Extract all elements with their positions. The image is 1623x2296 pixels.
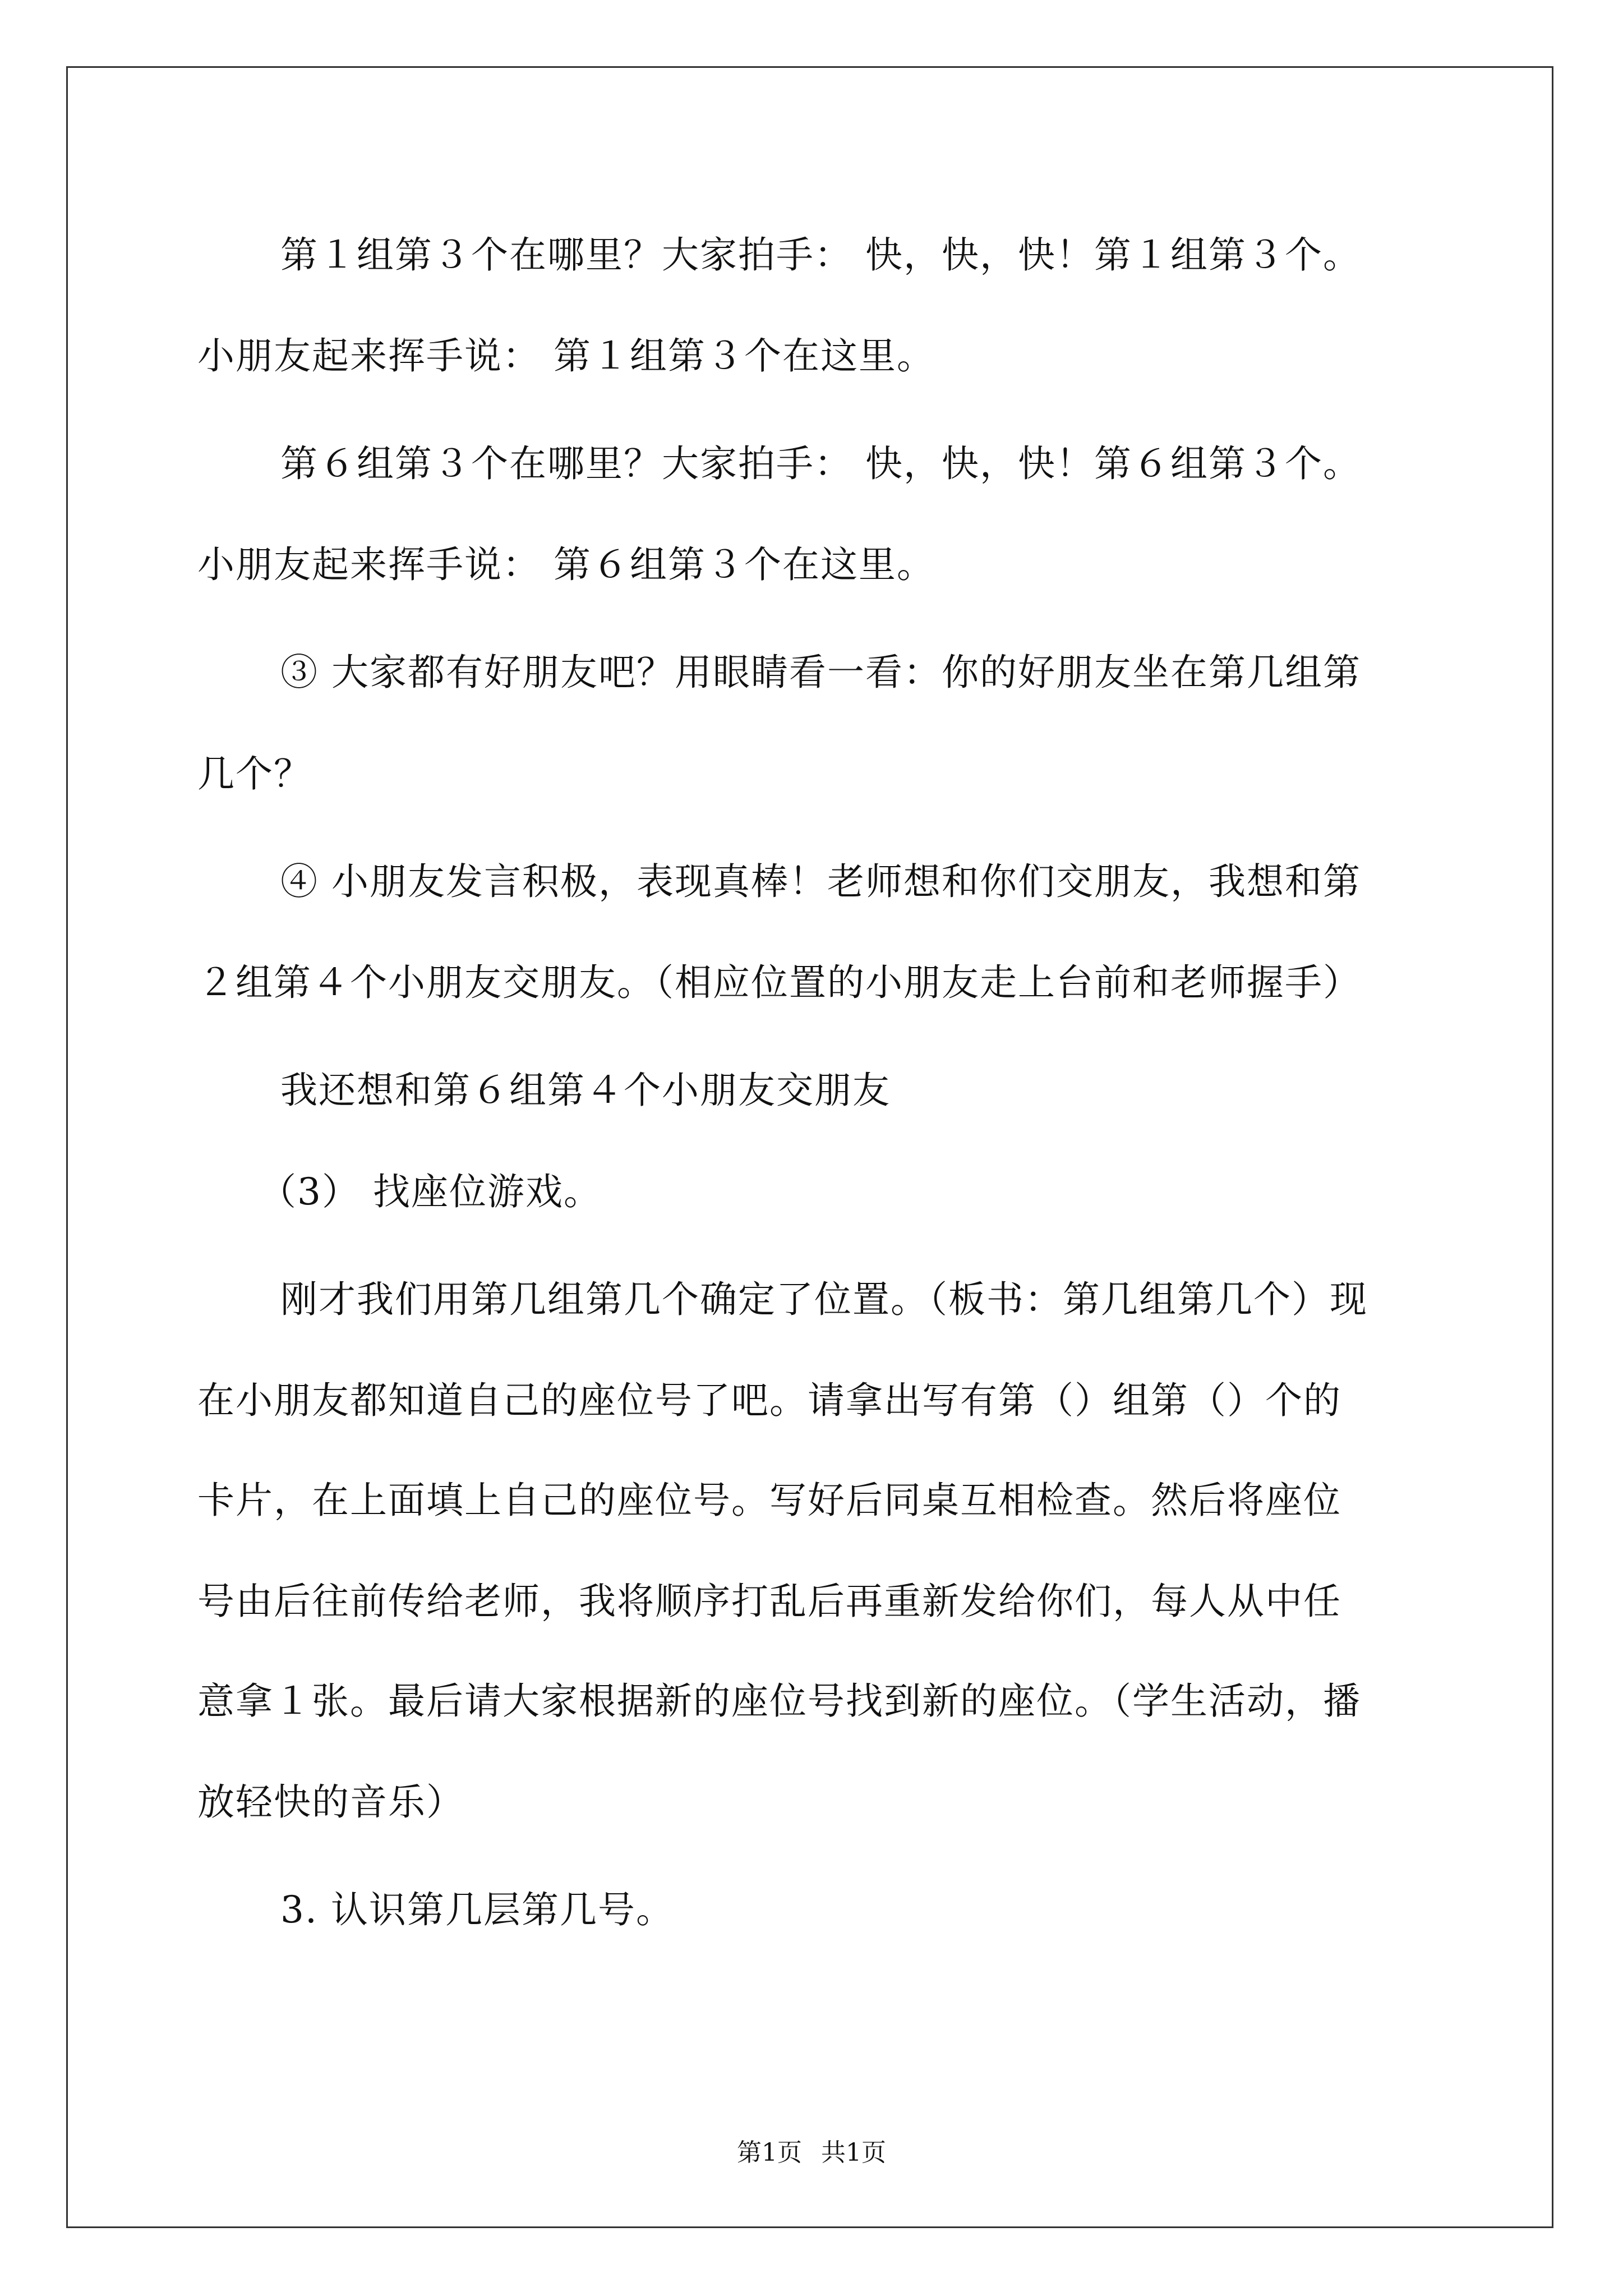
paragraph-line: ③ 大家都有好朋友吧？用眼睛看一看：你的好朋友坐在第几组第 — [280, 651, 1361, 694]
paragraph-line: 卡片，在上面填上自己的座位号。写好后同桌互相检查。然后将座位 — [197, 1479, 1341, 1522]
paragraph-line: 放轻快的音乐） — [197, 1780, 464, 1824]
paragraph-line: 第６组第３个在哪里？大家拍手： 快，快，快！第６组第３个。 — [280, 442, 1361, 485]
paragraph-line: 小朋友起来挥手说： 第６组第３个在这里。 — [197, 543, 935, 586]
paragraph-line: 我还想和第６组第４个小朋友交朋友 — [280, 1069, 891, 1112]
section-heading: 3. 认识第几层第几号。 — [280, 1888, 674, 1931]
section-heading: （3） 找座位游戏。 — [259, 1170, 602, 1213]
paragraph-line: 刚才我们用第几组第几个确定了位置。（板书：第几组第几个）现 — [280, 1278, 1368, 1321]
page-total: 共1页 — [821, 2138, 886, 2167]
paragraph-line: 小朋友起来挥手说： 第１组第３个在这里。 — [197, 334, 935, 378]
page-footer — [0, 2136, 1623, 2170]
page-number: 第1页 — [737, 2138, 802, 2167]
paragraph-line: ２组第４个小朋友交朋友。（相应位置的小朋友走上台前和老师握手） — [197, 961, 1361, 1004]
paragraph-line: 第１组第３个在哪里？大家拍手： 快，快，快！第１组第３个。 — [280, 233, 1361, 277]
paragraph-line: 号由后往前传给老师，我将顺序打乱后再重新发给你们，每人从中任 — [197, 1580, 1341, 1623]
paragraph-line: 在小朋友都知道自己的座位号了吧。请拿出写有第（）组第（）个的 — [197, 1379, 1341, 1422]
paragraph-line: 意拿１张。最后请大家根据新的座位号找到新的座位。（学生活动，播 — [197, 1680, 1361, 1723]
paragraph-line: 几个？ — [197, 752, 312, 795]
paragraph-line: ④ 小朋友发言积极，表现真棒！老师想和你们交朋友，我想和第 — [280, 860, 1361, 903]
